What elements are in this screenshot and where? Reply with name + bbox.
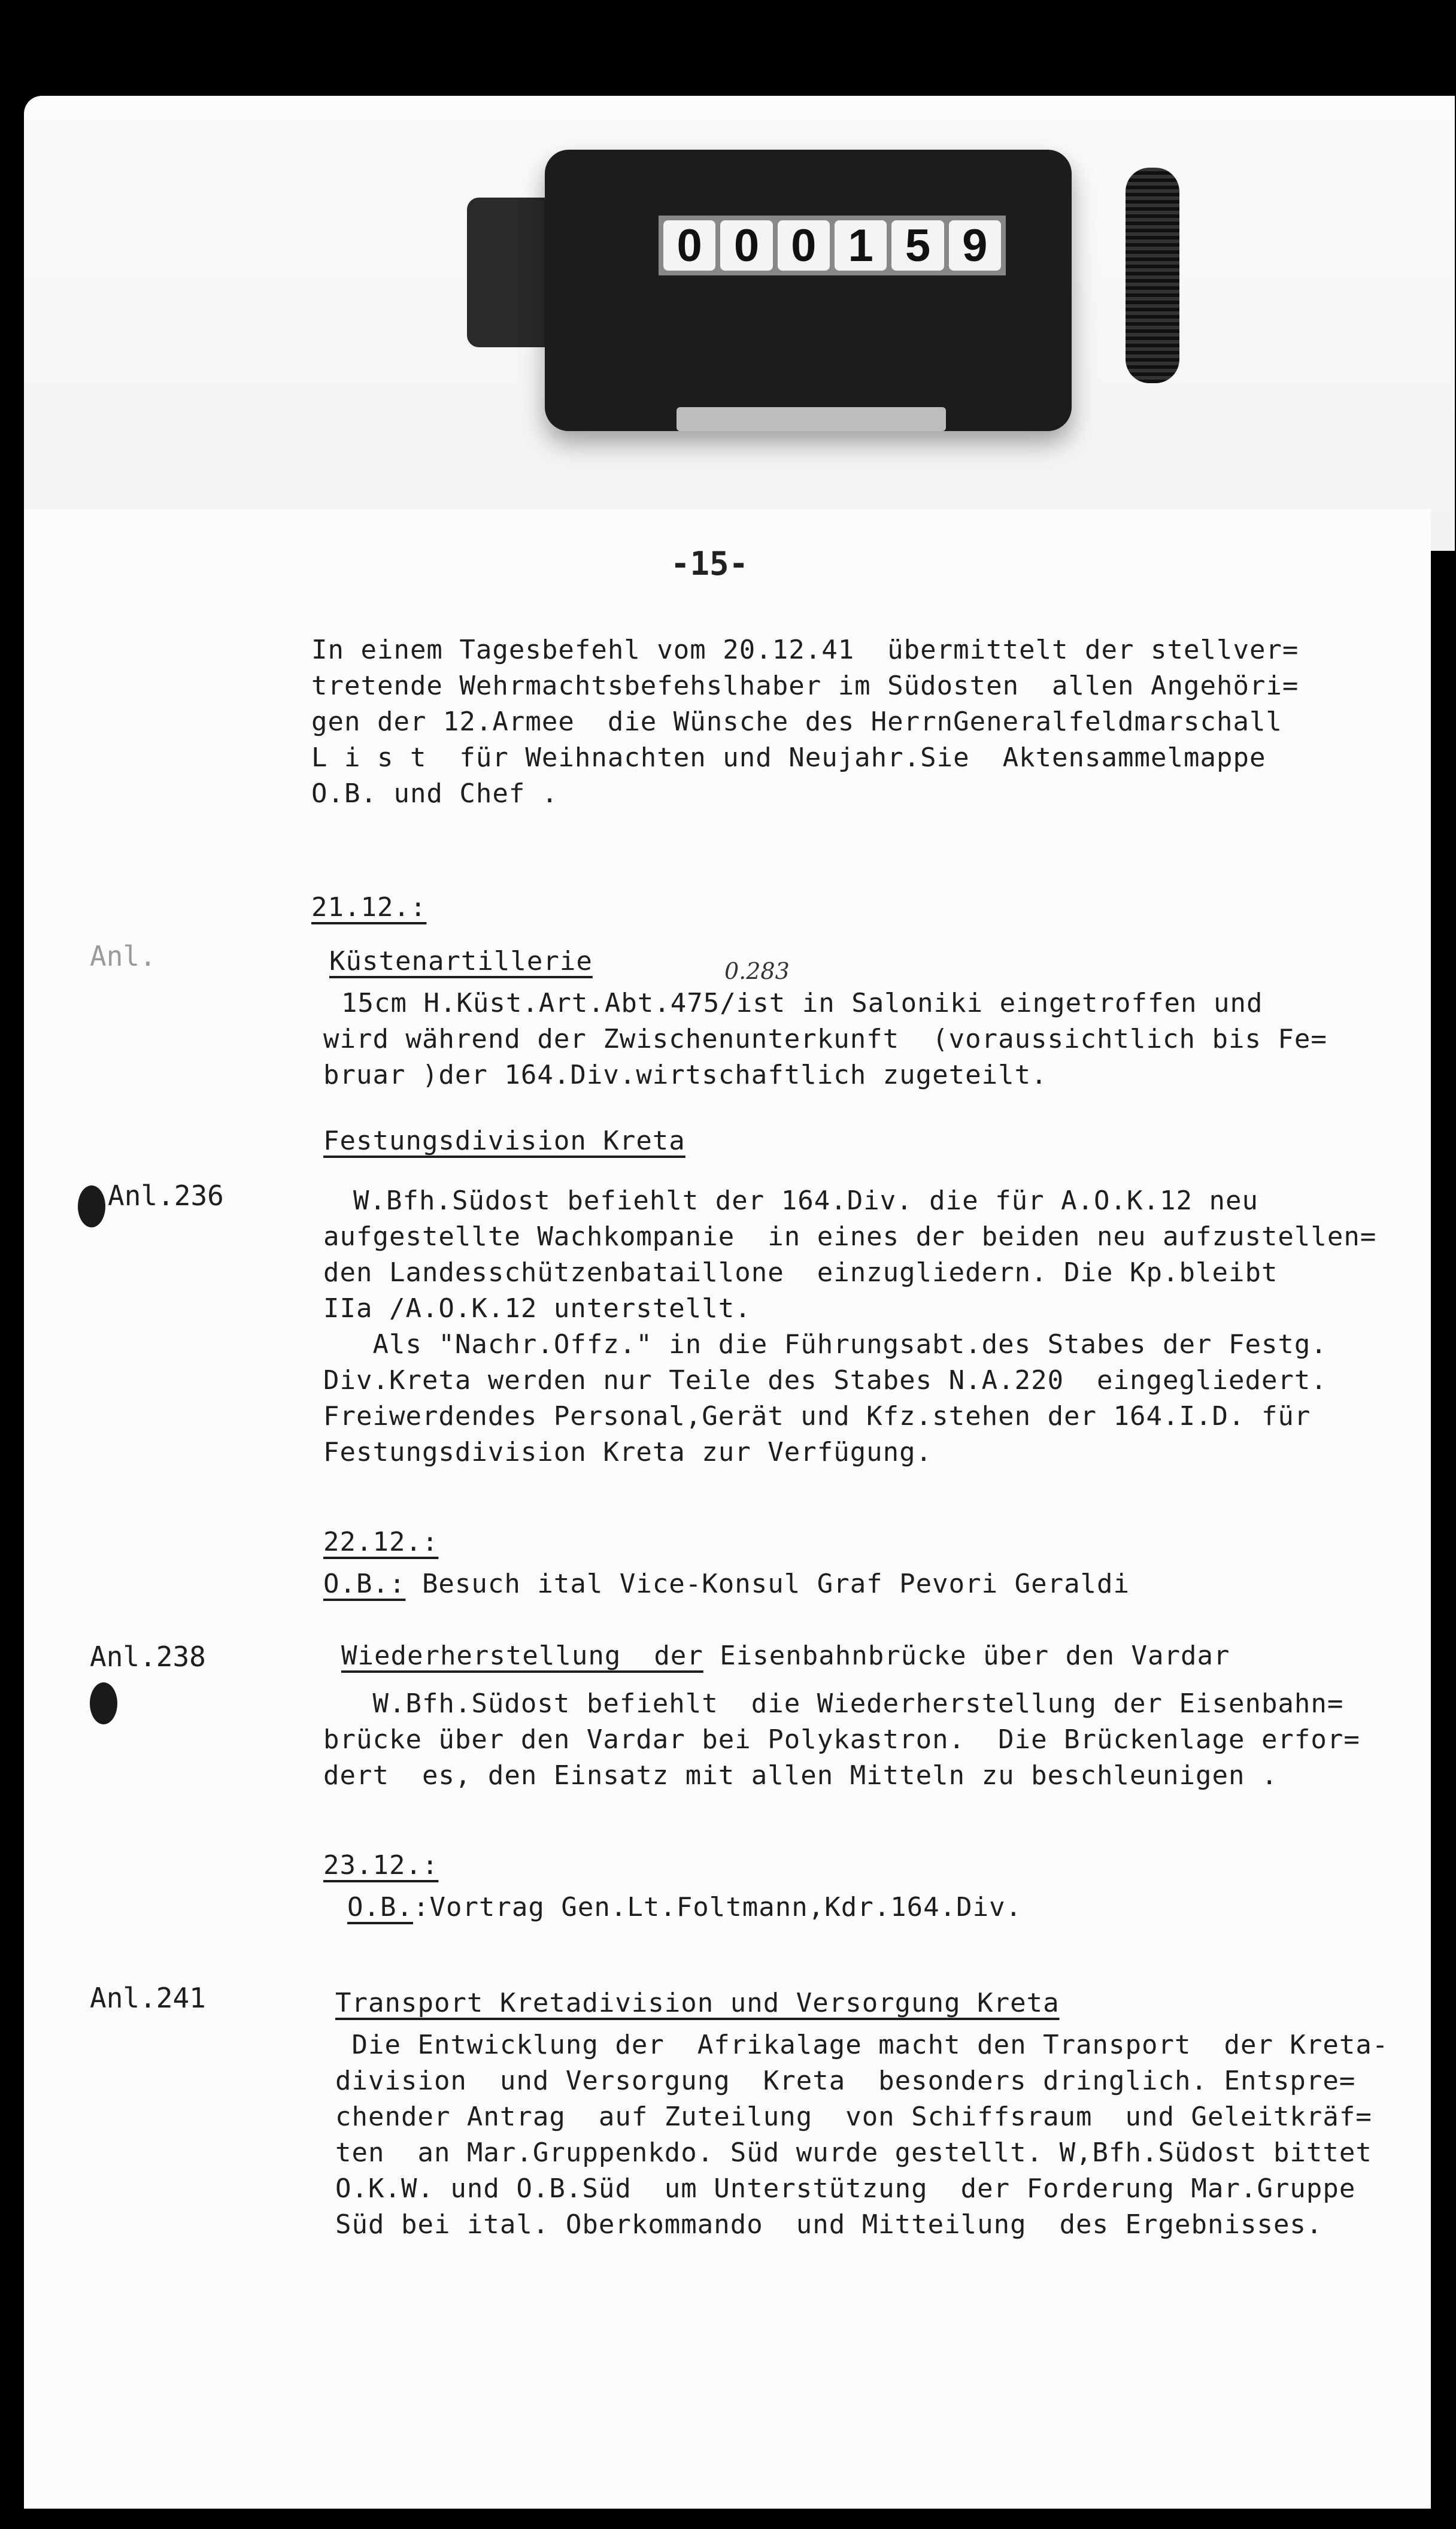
section-heading: Transport Kretadivision und Versorgung Kreta (335, 1988, 1060, 2018)
ob-label: O.B. (347, 1892, 413, 1922)
body-line: O.K.W. und O.B.Süd um Unterstützung der Forderung Mar.Gruppe (335, 2173, 1356, 2204)
ob-text: :Vortrag Gen.Lt.Foltmann,Kdr.164.Div. (412, 1892, 1023, 1922)
ob-entry (323, 1569, 1130, 1599)
frame-counter-device (455, 132, 1191, 467)
body-line: division und Versorgung Kreta besonders dringlich. Entspre= (335, 2066, 1356, 2096)
section-heading: Küstenartillerie (329, 946, 593, 977)
section-heading-line (341, 1640, 1230, 1671)
intro-line: tretende Wehrmachtsbefehslhaber im Südosten allen Angehöri= (311, 671, 1299, 701)
margin-note: Anl.236 (108, 1179, 224, 1212)
body-line: Die Entwicklung der Afrikalage macht den Transport der Kreta- (335, 2030, 1389, 2060)
body-line: Div.Kreta werden nur Teile des Stabes N.A.220 eingegliedert. (323, 1365, 1327, 1396)
body-line: IIa /A.O.K.12 unterstellt. (323, 1293, 751, 1324)
intro-line: L i s t für Weihnachten und Neujahr.Sie Aktensammelmappe (311, 742, 1266, 773)
section-heading-rest: Eisenbahnbrücke über den Vardar (703, 1640, 1230, 1671)
counter-digit: 0 (720, 220, 772, 271)
counter-digit: 0 (663, 220, 715, 271)
body-line: bruar )der 164.Div.wirtschaftlich zugeteilt. (323, 1060, 1048, 1090)
body-line: 15cm H.Küst.Art.Abt.475/ist in Saloniki eingetroffen und (341, 988, 1263, 1018)
counter-digit: 5 (891, 220, 944, 271)
punch-hole (78, 1185, 105, 1227)
intro-line: In einem Tagesbefehl vom 20.12.41 übermittelt der stellver= (311, 635, 1299, 665)
document-page (24, 509, 1431, 2509)
margin-note: Anl.238 (90, 1640, 206, 1673)
body-line: aufgestellte Wachkompanie in eines der beiden neu aufzustellen= (323, 1221, 1377, 1252)
counter-digit: 0 (778, 220, 830, 271)
body-line: W.Bfh.Südost befiehlt die Wiederherstellung der Eisenbahn= (323, 1688, 1344, 1719)
section-heading: Wiederherstellung der (341, 1640, 703, 1671)
counter-display (659, 216, 1006, 275)
ob-text: Besuch ital Vice-Konsul Graf Pevori Geraldi (405, 1569, 1130, 1599)
date-heading: 22.12.: (323, 1527, 439, 1557)
counter-knob (1126, 168, 1179, 383)
margin-note: Anl.241 (90, 1982, 206, 2014)
body-line: Süd bei ital. Oberkommando und Mitteilung des Ergebnisses. (335, 2209, 1323, 2240)
ob-label: O.B.: (323, 1569, 406, 1599)
page-number: -15- (671, 545, 749, 583)
date-heading: 23.12.: (323, 1850, 439, 1881)
counter-digit: 9 (949, 220, 1001, 271)
body-line: chender Antrag auf Zuteilung von Schiffsraum und Geleitkräf= (335, 2102, 1372, 2132)
counter-slot (677, 407, 946, 431)
ob-entry (347, 1892, 1022, 1922)
intro-line: O.B. und Chef . (311, 778, 559, 809)
section-heading: Festungsdivision Kreta (323, 1126, 685, 1156)
date-heading: 21.12.: (311, 892, 427, 923)
body-line: ten an Mar.Gruppenkdo. Süd wurde gestellt. W,Bfh.Südost bittet (335, 2137, 1372, 2168)
margin-note: Anl. (90, 940, 156, 972)
intro-line: gen der 12.Armee die Wünsche des HerrnGeneralfeldmarschall (311, 706, 1282, 737)
body-line: dert es, den Einsatz mit allen Mitteln zu beschleunigen . (323, 1760, 1278, 1791)
body-line: wird während der Zwischenunterkunft (voraussichtlich bis Fe= (323, 1024, 1327, 1054)
body-line: Als "Nachr.Offz." in die Führungsabt.des Stabes der Festg. (323, 1329, 1327, 1360)
body-line: Freiwerdendes Personal,Gerät und Kfz.stehen der 164.I.D. für (323, 1401, 1311, 1432)
handwritten-note: 0.283 (724, 958, 790, 984)
body-line: W.Bfh.Südost befiehlt der 164.Div. die für A.O.K.12 neu (353, 1185, 1258, 1216)
punch-hole (90, 1682, 117, 1724)
counter-body (545, 150, 1072, 431)
body-line: Festungsdivision Kreta zur Verfügung. (323, 1437, 933, 1467)
body-line: den Landesschützenbataillone einzugliedern. Die Kp.bleibt (323, 1257, 1278, 1288)
body-line: brücke über den Vardar bei Polykastron. Die Brückenlage erfor= (323, 1724, 1360, 1755)
counter-digit: 1 (835, 220, 887, 271)
